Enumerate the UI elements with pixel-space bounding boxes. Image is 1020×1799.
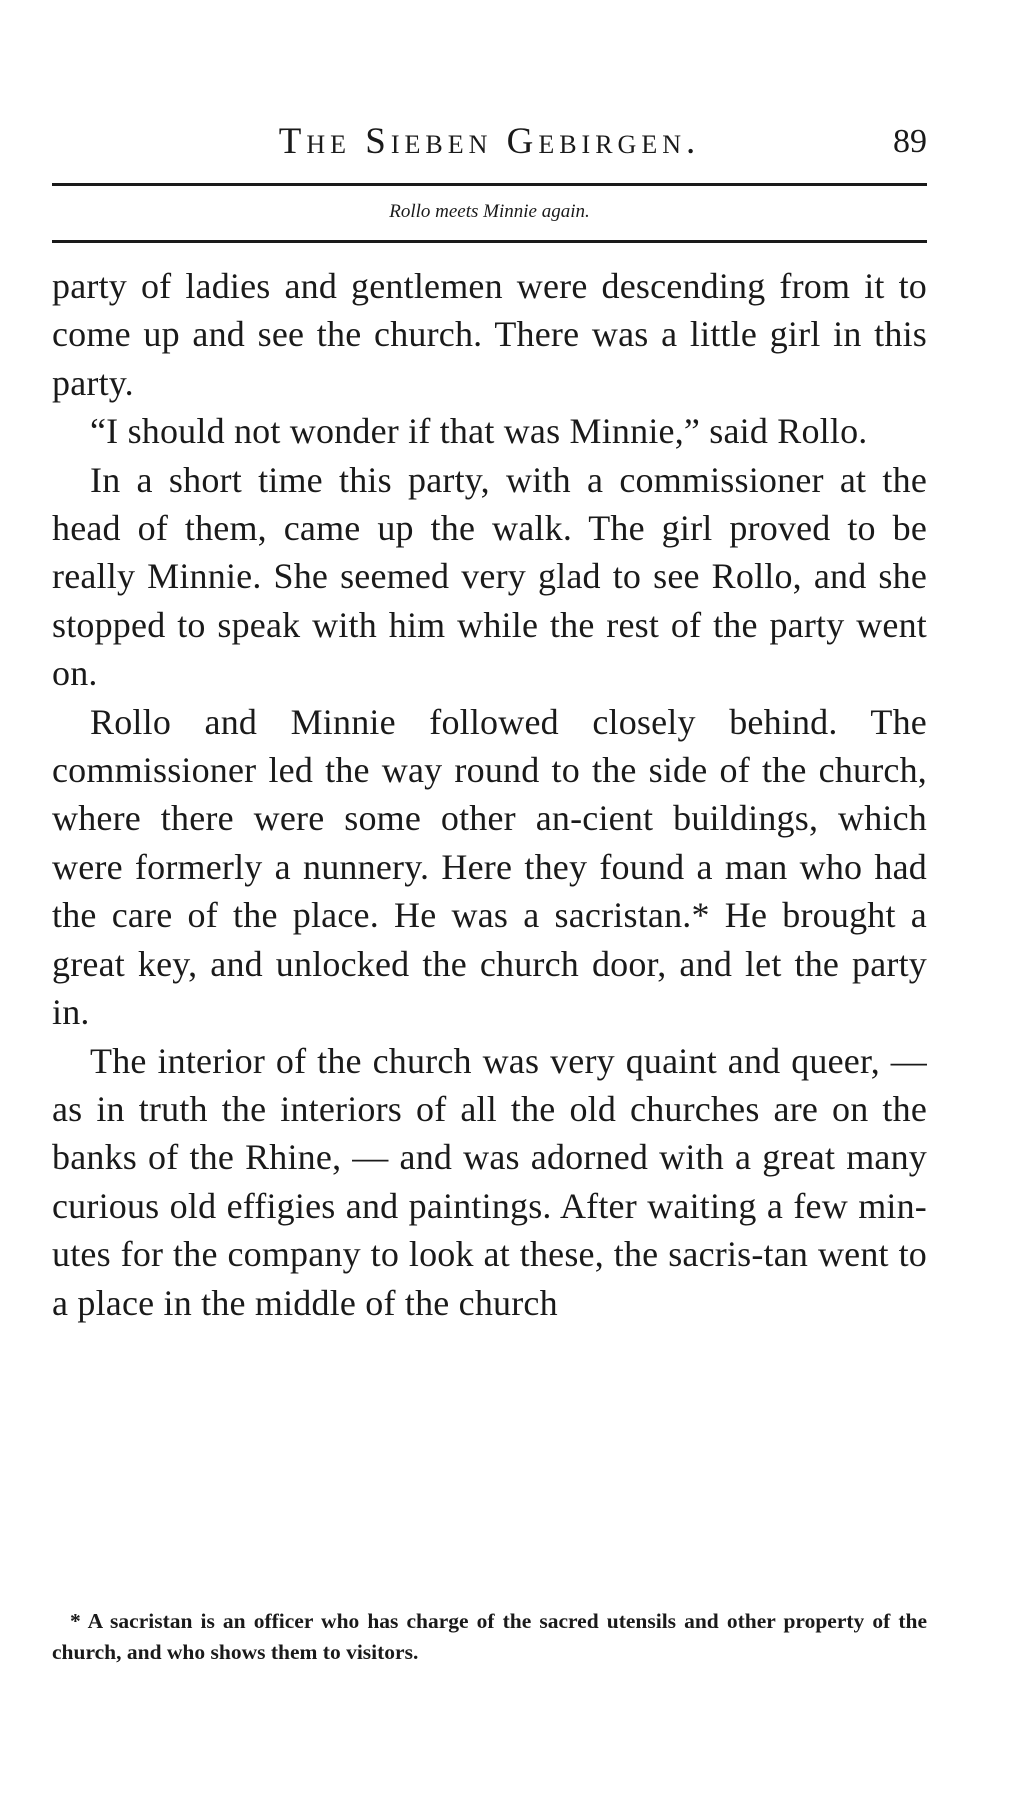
paragraph: The interior of the church was very quaint and queer, — as in truth the interiors of all the old churches are on the banks of the Rhine, — and was adorned with a great many curious old effigies and paintings. After waiting a few min-utes for the company to look at these, the sacris-tan went to a place in the middle of the church: [52, 1040, 927, 1323]
paragraph: Rollo and Minnie followed closely behind. The commissioner led the way round to the side of the church, where there were some other an-cient buildings, which were formerly a nunnery. Here they found a man who had the care of the place. He was a sacristan.* He brought a great key, and unlocked the church door, and let the party in.: [52, 701, 927, 1033]
body-text: [52, 262, 927, 1327]
book-page: [52, 0, 927, 1799]
chapter-subheading: Rollo meets Minnie again.: [389, 201, 590, 222]
header-rule-bottom: [52, 240, 927, 243]
paragraph-continued: party of ladies and gentlemen were descending from it to come up and see the church. There was a little girl in this party.: [52, 266, 927, 403]
page-header: [52, 118, 927, 166]
paragraph: In a short time this party, with a commissioner at the head of them, came up the walk. The girl proved to be really Minnie. She seemed very glad to see Rollo, and she stopped to speak with him while the rest of the party went on.: [52, 459, 927, 694]
header-rule-top: [52, 183, 927, 186]
page-number: 89: [893, 123, 927, 160]
footnote: * A sacristan is an officer who has charge of the sacred utensils and other property of the church, and who shows them to visitors.: [52, 1609, 927, 1664]
paragraph: “I should not wonder if that was Minnie,” said Rollo.: [90, 411, 868, 452]
running-title: The Sieben Gebirgen.: [278, 121, 701, 162]
